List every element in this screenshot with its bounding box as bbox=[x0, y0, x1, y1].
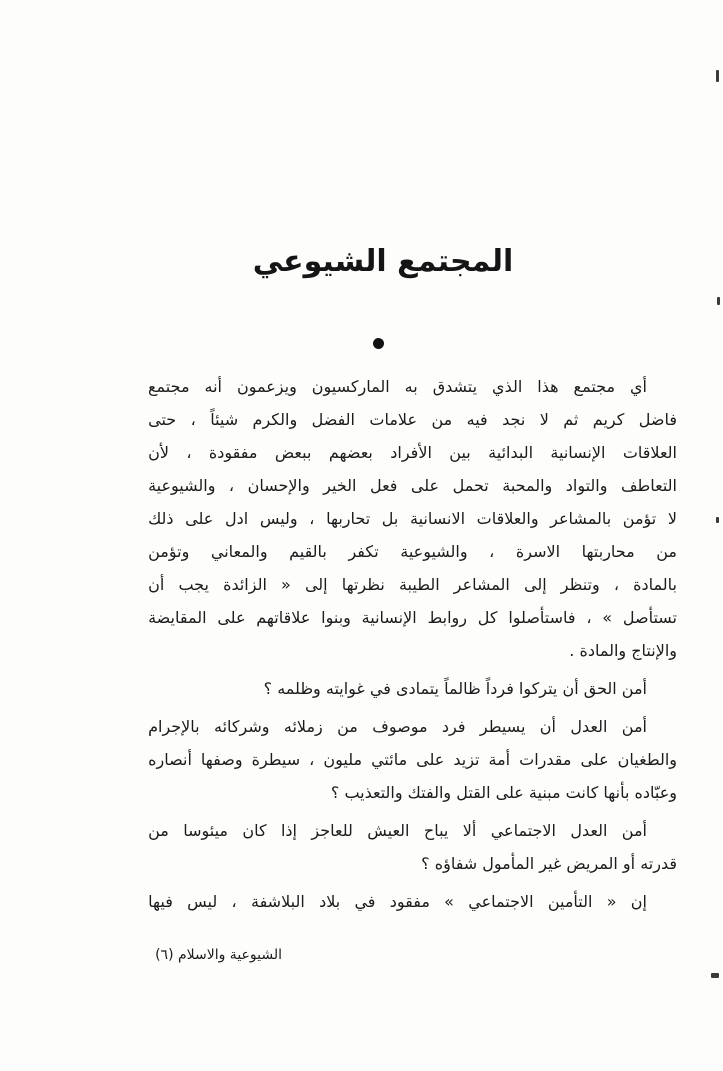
word: « bbox=[281, 575, 291, 594]
scan-speck bbox=[711, 973, 719, 978]
word: فرد bbox=[441, 717, 466, 736]
word: بالقيم bbox=[289, 542, 327, 561]
word: » bbox=[444, 892, 454, 911]
text-line bbox=[148, 885, 677, 918]
word: الإنسانية bbox=[361, 608, 417, 627]
word: للعاجز bbox=[311, 821, 353, 840]
word: البلاشفة bbox=[251, 892, 305, 911]
word: بين bbox=[449, 443, 471, 462]
word: وليس bbox=[259, 509, 298, 528]
word: والشيوعية bbox=[400, 542, 468, 561]
word: ، bbox=[186, 443, 192, 462]
word: ويزعمون bbox=[236, 377, 297, 396]
word: فيه bbox=[466, 410, 488, 429]
word: إذا bbox=[280, 821, 297, 840]
word: ادل bbox=[224, 509, 249, 528]
word: مجتمع bbox=[573, 377, 616, 396]
word: إن bbox=[630, 892, 647, 911]
word: فاضل bbox=[638, 410, 677, 429]
word: أنه bbox=[204, 377, 222, 396]
word: هذا bbox=[537, 377, 559, 396]
word: ليس bbox=[187, 892, 218, 911]
word: ، bbox=[190, 410, 196, 429]
word: تستأصل bbox=[622, 608, 677, 627]
text-line bbox=[148, 502, 677, 535]
word: العيش bbox=[367, 821, 410, 840]
word: ميئوسا bbox=[183, 821, 228, 840]
word: وتؤمن bbox=[148, 542, 190, 561]
word: بالمادة bbox=[633, 575, 677, 594]
text-line bbox=[148, 403, 677, 436]
text-line bbox=[148, 535, 677, 568]
word: والإحسان bbox=[247, 476, 310, 495]
word: بالمشاعر bbox=[550, 509, 612, 528]
text-line: وعبّاده بأنها كانت مبنية على القتل والفتك والتعذيب ؟ bbox=[330, 783, 677, 802]
word: كان bbox=[242, 821, 267, 840]
word: ثم bbox=[563, 410, 579, 429]
word: الفضل bbox=[311, 410, 355, 429]
word: والكرم bbox=[252, 410, 298, 429]
word: سيطرة bbox=[251, 750, 301, 769]
word: الإنسانية bbox=[550, 443, 606, 462]
word: التأمين bbox=[547, 892, 593, 911]
word: الاجتماعي bbox=[468, 892, 534, 911]
word: فعل bbox=[369, 476, 398, 495]
word: من bbox=[656, 542, 677, 561]
word: لا bbox=[539, 410, 549, 429]
word: ، bbox=[613, 575, 620, 594]
word: نظرتها bbox=[341, 575, 385, 594]
word: أي bbox=[630, 377, 647, 396]
word: لا bbox=[667, 509, 677, 528]
paragraph bbox=[148, 672, 677, 705]
text-line bbox=[148, 601, 677, 634]
word: مائتي bbox=[371, 750, 408, 769]
word: على bbox=[185, 509, 214, 528]
word: يباح bbox=[423, 821, 449, 840]
word: بالإجرام bbox=[148, 717, 200, 736]
body-text bbox=[148, 370, 677, 923]
word: تزيد bbox=[453, 750, 480, 769]
chapter-title: المجتمع الشيوعي bbox=[252, 244, 514, 279]
text-line bbox=[148, 710, 677, 743]
word: الماركسيون bbox=[311, 377, 390, 396]
word: روابط bbox=[427, 608, 468, 627]
word: مفقود bbox=[389, 892, 430, 911]
word: المشاعر bbox=[453, 575, 510, 594]
word: والشيوعية bbox=[148, 476, 216, 495]
word: أنصاره bbox=[148, 750, 192, 769]
word: فاستأصلوا bbox=[508, 608, 576, 627]
word: من bbox=[148, 821, 169, 840]
paragraph bbox=[148, 370, 677, 667]
word: التعاطف bbox=[620, 476, 677, 495]
scan-speck bbox=[717, 297, 720, 305]
word: ذلك bbox=[148, 509, 174, 528]
word: وشركائه bbox=[214, 717, 270, 736]
text-line bbox=[148, 469, 677, 502]
word: البدائية bbox=[488, 443, 534, 462]
text-line: والإنتاج والمادة . bbox=[569, 641, 677, 660]
word: وصفها bbox=[200, 750, 243, 769]
word: من bbox=[431, 410, 453, 429]
word: والتواد bbox=[565, 476, 608, 495]
footer-running-title: الشيوعية والاسلام (٦) bbox=[155, 947, 282, 963]
word: العلاقات bbox=[622, 443, 677, 462]
word: يجب bbox=[178, 575, 209, 594]
word: محاربتها bbox=[581, 542, 635, 561]
word: الانسانية bbox=[409, 509, 466, 528]
word: فيها bbox=[148, 892, 173, 911]
word: تحاربها bbox=[326, 509, 371, 528]
word: ، bbox=[309, 750, 315, 769]
word: مجتمع bbox=[148, 377, 190, 396]
word: والطغيان bbox=[617, 750, 677, 769]
word: الطيبة bbox=[398, 575, 440, 594]
word: وبنوا bbox=[321, 608, 351, 627]
word: مقدرات bbox=[519, 750, 572, 769]
word: على bbox=[580, 750, 609, 769]
word: بعضهم bbox=[328, 443, 373, 462]
word: يسيطر bbox=[479, 717, 526, 736]
word: تكفر bbox=[348, 542, 379, 561]
text-line: قدرته أو المريض غير المأمول شفاؤه ؟ bbox=[421, 854, 677, 873]
word: زملائه bbox=[283, 717, 323, 736]
scan-speck bbox=[716, 517, 719, 523]
word: « bbox=[606, 892, 617, 911]
text-line bbox=[148, 743, 677, 776]
word: » bbox=[602, 608, 613, 627]
word: مفقودة bbox=[208, 443, 258, 462]
word: به bbox=[404, 377, 418, 396]
scan-speck bbox=[716, 70, 719, 82]
word: والعلاقات bbox=[476, 509, 539, 528]
word: حتى bbox=[148, 410, 177, 429]
word: علاقاتهم bbox=[256, 608, 311, 627]
text-line bbox=[148, 370, 677, 403]
word: والمحبة bbox=[502, 476, 553, 495]
word: الخير bbox=[323, 476, 357, 495]
word: والمعاني bbox=[210, 542, 268, 561]
word: موصوف bbox=[372, 717, 428, 736]
word: تحمل bbox=[452, 476, 489, 495]
word: ، bbox=[586, 608, 592, 627]
word: كريم bbox=[592, 410, 625, 429]
word: الأفراد bbox=[390, 443, 432, 462]
word: أن bbox=[148, 575, 165, 594]
word: أمة bbox=[488, 750, 511, 769]
word: في bbox=[354, 892, 376, 911]
text-line bbox=[148, 436, 677, 469]
word: لأن bbox=[148, 443, 169, 462]
word: من bbox=[337, 717, 358, 736]
word: بلاد bbox=[319, 892, 341, 911]
word: يتشدق bbox=[432, 377, 478, 396]
word: ، bbox=[228, 476, 235, 495]
word: الاسرة bbox=[515, 542, 561, 561]
word: أمن bbox=[621, 717, 647, 736]
word: نجد bbox=[502, 410, 526, 429]
word: المقايضة bbox=[148, 608, 207, 627]
paragraph bbox=[148, 885, 677, 918]
word: تؤمن bbox=[622, 509, 657, 528]
word: أمن bbox=[621, 821, 647, 840]
word: علامات bbox=[369, 410, 418, 429]
word: إلى bbox=[523, 575, 547, 594]
word: الذي bbox=[492, 377, 523, 396]
word: على bbox=[410, 476, 440, 495]
word: كل bbox=[477, 608, 498, 627]
word: ، bbox=[489, 542, 495, 561]
word: وتنظر bbox=[560, 575, 600, 594]
paragraph bbox=[148, 814, 677, 880]
text-line bbox=[148, 568, 677, 601]
word: على bbox=[217, 608, 246, 627]
word: ألا bbox=[462, 821, 477, 840]
word: ، bbox=[231, 892, 237, 911]
word: الزائدة bbox=[223, 575, 267, 594]
word: الاجتماعي bbox=[490, 821, 556, 840]
word: مليون bbox=[323, 750, 363, 769]
separator-dot bbox=[373, 338, 384, 349]
word: بل bbox=[381, 509, 399, 528]
word: العدل bbox=[570, 821, 608, 840]
word: ، bbox=[309, 509, 315, 528]
word: إلى bbox=[304, 575, 328, 594]
word: ببعض bbox=[274, 443, 312, 462]
word: شيئاً bbox=[210, 410, 239, 429]
text-line: أمن الحق أن يتركوا فرداً ظالماً يتمادى في غوايته وظلمه ؟ bbox=[263, 679, 647, 698]
word: على bbox=[416, 750, 445, 769]
paragraph bbox=[148, 710, 677, 809]
word: أن bbox=[539, 717, 556, 736]
word: العدل bbox=[570, 717, 608, 736]
text-line bbox=[148, 814, 677, 847]
